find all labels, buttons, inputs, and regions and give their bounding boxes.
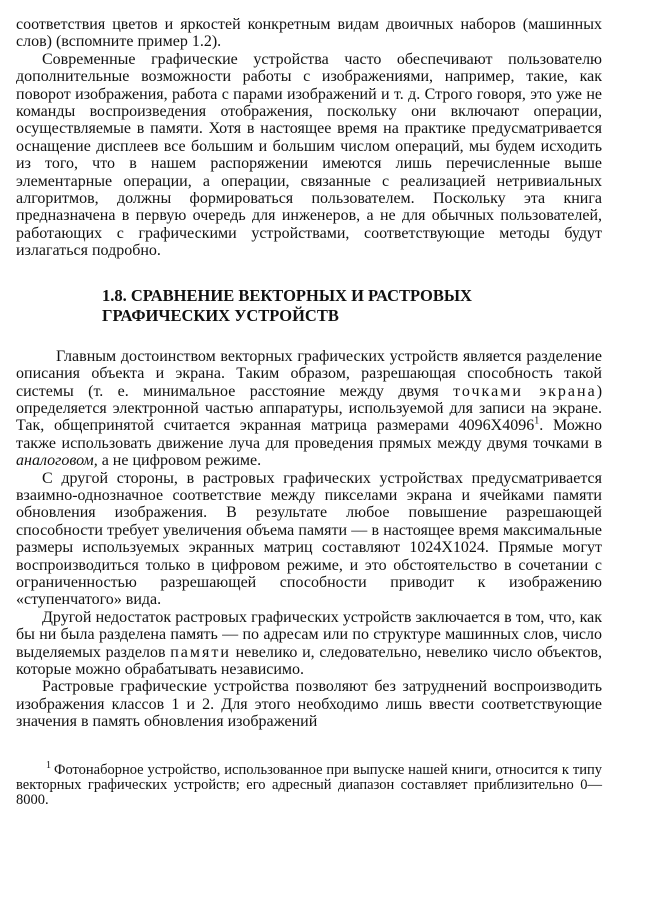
spaced-text: памяти: [170, 643, 231, 661]
paragraph-graphics-devices: Современные графические устройства часто обеспечивают пользователю дополнительные возможности работы с изображениями, например, такие, как поворот изображения, работа с парами изображений и т. д. Строго говоря, это уже не команды воспроизведения отображения, поскольку они включают операции, осуществляемые в памяти. Хотя в настоящее время на практике предусматривается оснащение дисплеев все большим и большим числом операций, мы будем исходить из того, что в нашем распоряжении имеются лишь перечисленные выше элементарные операции, а операции, связанные с реализацией нетривиальных алгоритмов, должны формироваться пользователем. Поскольку эта книга предназначена в первую очередь для инженеров, а не для обычных пользователей, работающих с графическими устройствами, соответствующие методы будут излагаться подробно.: [16, 50, 602, 260]
text-run: Главным достоинством векторных графических устройств является разделение описания объекта и экрана. Таким образом, разрешающая способность такой системы (т. е. минимальное расстояние между двумя: [16, 347, 602, 400]
paragraph-raster-drawback: [16, 609, 602, 679]
paragraph-continued: соответствия цветов и яркостей конкретным видам двоичных наборов (машинных слов) (вспомните пример 1.2).: [16, 16, 602, 51]
text-run: . Можно также использовать движение луча для проведения прямых между двумя точками в: [16, 417, 603, 452]
footnote-ref: 1: [534, 415, 540, 427]
paragraph-raster-classes: Растровые графические устройства позволяют без затруднений воспроизводить изображения классов 1 и 2. Для этого необходимо лишь ввести соответствующие значения в память обновления изображений: [16, 678, 602, 731]
footnote-text: Фотонаборное устройство, использованное при выпуске нашей книги, относится к типу векторных графических устройств; его адресный диапазон составляет приблизительно 0—8000.: [16, 761, 602, 808]
footnote-mark: 1: [46, 759, 51, 771]
footnote: [16, 759, 602, 808]
paragraph-raster-correspondence: С другой стороны, в растровых графических устройствах предусматривается взаимно-однозначное соответствие между пикселами экрана и ячейками памяти обновления изображения. В результате любое повышение разрешающей способности требует увеличения объема памяти — в настоящее время максимальные размеры используемых экранных матриц составляют 1024Х1024. Прямые могут воспроизводиться только в цифровом режиме, и это обстоятельство в сочетании с ограниченностью разрешающей способности приводит к изображению «ступенчатого» вида.: [16, 469, 602, 609]
italic-text: аналоговом,: [16, 452, 98, 470]
text-run: Другой недостаток растровых графических устройств заключается в том, что, как бы ни была разделена память — по адресам или по структуре машинных слов, число выделяемых разделов: [16, 608, 602, 661]
text-run: ) определяется электронной частью аппаратуры, используемой для записи на экране. Так, общепринятой считается экранная матрица размерами 4096Х4096: [16, 382, 603, 435]
text-run: невелико и, следовательно, невелико число объектов, которые можно обрабатывать независимо.: [16, 643, 602, 678]
section-title-line2: ГРАФИЧЕСКИХ УСТРОЙСТВ: [102, 305, 339, 325]
document-page: [16, 16, 602, 822]
text-run: а не цифровом режиме.: [97, 452, 262, 470]
spaced-text: точками экрана: [453, 382, 597, 400]
section-title-line1: 1.8. СРАВНЕНИЕ ВЕКТОРНЫХ И РАСТРОВЫХ: [102, 285, 472, 305]
paragraph-vector-advantage: [16, 348, 602, 470]
section-heading: [102, 286, 602, 326]
